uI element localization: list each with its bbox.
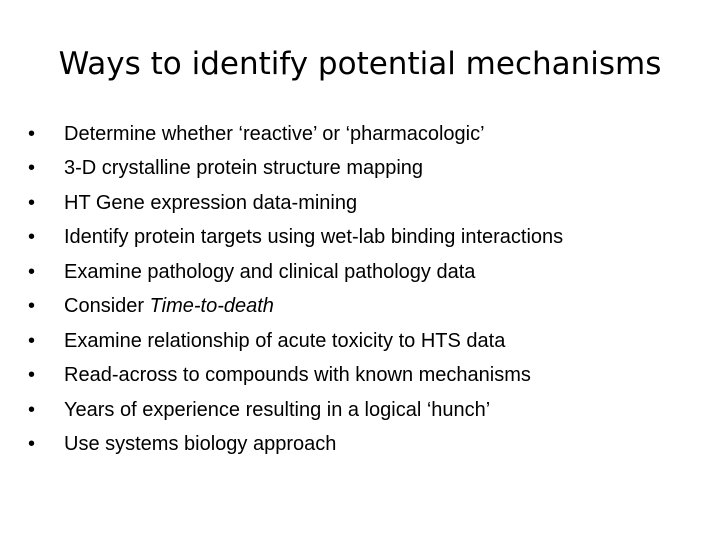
bullet-text: Use systems biology approach <box>64 433 337 456</box>
bullet-icon: • <box>28 329 36 352</box>
bullet-list <box>28 117 563 462</box>
list-item <box>28 221 563 256</box>
bullet-icon: • <box>28 191 36 214</box>
list-item <box>28 359 563 394</box>
bullet-text: Examine pathology and clinical pathology data <box>64 260 476 283</box>
bullet-text-prefix: Consider <box>64 295 150 318</box>
bullet-icon: • <box>28 260 36 283</box>
list-item <box>28 393 563 428</box>
bullet-text-italic: Time-to-death <box>149 295 274 318</box>
bullet-text: Identify protein targets using wet-lab binding interactions <box>64 226 564 249</box>
bullet-icon: • <box>28 122 36 145</box>
bullet-icon: • <box>28 157 36 180</box>
bullet-icon: • <box>28 364 36 387</box>
bullet-text: Read-across to compounds with known mechanisms <box>64 364 531 387</box>
list-item <box>28 290 563 325</box>
bullet-text <box>64 295 274 318</box>
list-item <box>28 255 563 290</box>
bullet-icon: • <box>28 398 36 421</box>
bullet-text: Examine relationship of acute toxicity to HTS data <box>64 329 506 352</box>
list-item <box>28 324 563 359</box>
bullet-text: 3-D crystalline protein structure mapping <box>64 157 424 180</box>
bullet-icon: • <box>28 226 36 249</box>
bullet-icon: • <box>28 295 36 318</box>
list-item <box>28 186 563 221</box>
bullet-icon: • <box>28 433 36 456</box>
bullet-text: Years of experience resulting in a logical ‘hunch’ <box>64 398 491 421</box>
list-item <box>28 117 563 152</box>
bullet-text: Determine whether ‘reactive’ or ‘pharmacologic’ <box>64 122 485 145</box>
list-item <box>28 152 563 187</box>
bullet-text: HT Gene expression data-mining <box>64 191 358 214</box>
list-item <box>28 428 563 463</box>
slide-title: Ways to identify potential mechanisms <box>58 46 662 82</box>
